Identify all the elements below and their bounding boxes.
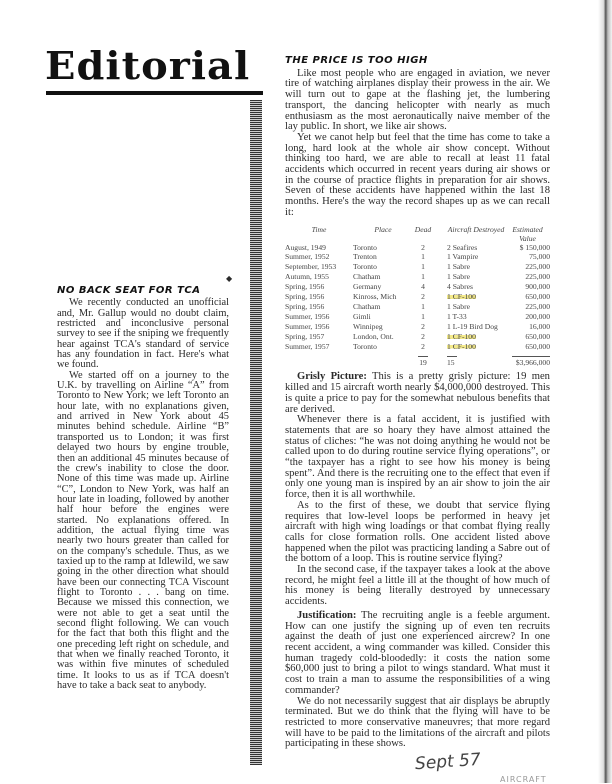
cell-dead: 2	[421, 242, 425, 252]
cell-dead: 1	[421, 262, 425, 272]
table-row	[285, 332, 550, 342]
cell-dead: 2	[421, 331, 425, 341]
total-dead: 19	[419, 357, 427, 367]
paragraph: Like most people who are engaged in aviation, we never tire of watching airplanes display their prowess in the air. We will turn out to gape at the flashing jet, the lumbering transport, the dancing helicopter with nearly as much enthusiasm as the most aeronautically naive member of the lay public. In short, we like air shows.	[285, 67, 550, 133]
cell-time: Summer, 1952	[285, 252, 330, 262]
paragraph: We started off on a journey to the U.K. by travelling on Airline “A” from Toronto to New York; we left Toronto an hour late, with no explanations given, and arrived in New York about 45 minutes behind schedule. Airline “B” transported us to London; it was first delayed two hours by engine trouble, then an additional 45 minutes because of the crew's inability to close the door. None of this time was made up. Airline “C”, London to New York, was half an hour late in loading, followed by another half hour before the engines were started. No explanations offered. In addition, the actual flying time was nearly two hours greater than called for on the company's schedule. Thus, as we taxied up to the ramp at Idlewild, we saw going in the other direction what should have been our connecting TCA Viscount flight to Toronto . . . bang on time. Because we missed this connection, we were not able to get a seat until the second flight following. We can vouch for the fact that both this flight and the one preceding left right on schedule, and that when we finally reached Toronto, it was within five minutes of scheduled time. It looks to us as if TCA doesn't have to take a back seat to anybody.	[57, 369, 229, 692]
cell-place: Winnipeg	[353, 321, 383, 331]
cell-aircraft	[433, 292, 505, 302]
paragraph: We recently conducted an unofficial and, Mr. Gallup would no doubt claim, restricted and inconclusive personal survey to see if the sniping we frequently hear against TCA's standard of service has any foundation in fact. Here's what we found.	[57, 297, 229, 371]
header-aircraft: Aircraft Destroyed	[447, 224, 505, 234]
cell-value: 650,000	[525, 341, 550, 351]
cell-time: Spring, 1957	[285, 331, 325, 341]
highlighted-aircraft: 1 CF-100	[447, 292, 476, 302]
table-row	[285, 302, 550, 312]
cell-time: September, 1953	[285, 262, 337, 272]
table-row	[285, 312, 550, 322]
masthead-rule	[46, 91, 263, 95]
cell-dead: 1	[421, 252, 425, 262]
cell-aircraft: 1 T-33	[447, 311, 467, 321]
cell-aircraft: 2 Seafires	[447, 242, 478, 252]
page-edge-shadow	[598, 0, 612, 783]
cell-aircraft: 1 Sabre	[447, 262, 470, 272]
cell-dead: 1	[421, 311, 425, 321]
header-time: Time	[311, 224, 327, 234]
cell-dead: 2	[421, 292, 425, 302]
table-row	[285, 342, 550, 352]
cell-place: London, Ont.	[353, 331, 394, 341]
cell-time: Autumn, 1955	[285, 272, 329, 282]
footer-magazine-name: AIRCRAFT	[500, 775, 547, 784]
paragraph: In the second case, if the taxpayer takes a look at the above record, he might feel a little ill at the thought of how much of his money is being literally destroyed by unnecessary accidents.	[285, 564, 550, 608]
cell-value: 225,000	[525, 301, 550, 311]
cell-aircraft: 1 Sabre	[447, 301, 470, 311]
cell-dead: 2	[421, 321, 425, 331]
table-row	[285, 292, 550, 302]
cell-time: August, 1949	[285, 242, 326, 252]
cell-aircraft	[433, 342, 505, 352]
right-article	[285, 56, 550, 750]
header-place: Place	[374, 224, 392, 234]
cell-time: Summer, 1956	[285, 311, 330, 321]
masthead-title: Editorial	[45, 43, 251, 88]
accident-table	[285, 225, 550, 368]
cell-place: Toronto	[353, 242, 377, 252]
cell-place: Toronto	[353, 262, 377, 272]
cell-aircraft: 4 Sabres	[447, 282, 473, 292]
cell-place: Germany	[353, 282, 382, 292]
cell-value: 650,000	[525, 292, 550, 302]
justification-lead: Justification:	[297, 609, 357, 621]
cell-time: Spring, 1956	[285, 282, 325, 292]
cell-place: Toronto	[353, 341, 377, 351]
grisly-text: This is a pretty grisly picture: 19 men killed and 15 aircraft worth nearly $4,000,000 destroyed. This is quite a price to pay for the somewhat nebulous benefits that are derived.	[285, 371, 550, 415]
header-value: Estimated Value	[512, 224, 543, 243]
cell-time: Summer, 1957	[285, 341, 330, 351]
cell-place: Trenton	[353, 252, 377, 262]
header-dead: Dead	[414, 224, 432, 234]
cell-dead: 1	[421, 301, 425, 311]
cell-dead: 1	[421, 272, 425, 282]
bullet-mark: ◆	[226, 274, 233, 283]
table-totals-row	[285, 358, 550, 368]
table-row	[285, 272, 550, 282]
cell-aircraft	[433, 332, 505, 342]
cell-place: Kinross, Mich	[353, 292, 397, 302]
cell-value: 16,000	[529, 321, 550, 331]
cell-aircraft: 1 Sabre	[447, 272, 470, 282]
cell-value: 225,000	[525, 272, 550, 282]
cell-aircraft: 1 Vampire	[447, 252, 479, 262]
right-article-heading: THE PRICE IS TOO HIGH	[285, 55, 428, 66]
cell-value: 225,000	[525, 262, 550, 272]
cell-value: $ 150,000	[519, 242, 550, 252]
handwritten-date-note: Sept 57	[414, 749, 482, 775]
table-row	[285, 252, 550, 262]
cell-time: Summer, 1956	[285, 321, 330, 331]
cell-value: 75,000	[529, 252, 550, 262]
paragraph: Whenever there is a fatal accident, it is justified with statements that are so hoary they have almost attained the status of cliches: “he was not doing anything he would not be called upon to do during routine service flying operations”, or “the taxpayer has a right to see how his money is being spent”. And there is the recruiting one to the effect that even if only one young man is inspired by an air show to join the air force, then it is all worthwhile.	[285, 414, 550, 501]
highlighted-aircraft: 1 CF-100	[447, 331, 476, 341]
paragraph	[285, 372, 550, 415]
column-divider-stripes	[250, 100, 262, 765]
cell-time: Spring, 1956	[285, 301, 325, 311]
paragraph: As to the first of these, we doubt that service flying requires that low-level loops be performed in heavy jet aircraft with high wing loadings or that combat flying really calls for close formation rolls. One accident listed above happened when the pilot was practicing landing a Sabre out of the bottom of a loop. This is routine service flying?	[285, 499, 550, 565]
paragraph: Yet we canot help but feel that the time has come to take a long, hard look at the whole air show concept. Without thinking too hard, we are able to recall at least 11 fatal accidents which occurred in recent years during air shows or in the course of practice flights in preparation for air shows. Seven of these accidents have happened within the last 18 months. Here's the way the record shapes up as we can recall it:	[285, 131, 550, 218]
grisly-lead: Grisly Picture:	[297, 371, 367, 383]
cell-value: 200,000	[525, 311, 550, 321]
table-row	[285, 243, 550, 253]
left-article	[57, 286, 229, 691]
cell-place: Chatham	[353, 272, 381, 282]
table-row	[285, 282, 550, 292]
cell-value: 900,000	[525, 282, 550, 292]
cell-time: Spring, 1956	[285, 292, 325, 302]
cell-place: Chatham	[353, 301, 381, 311]
cell-dead: 2	[421, 341, 425, 351]
table-row	[285, 262, 550, 272]
left-article-heading: NO BACK SEAT FOR TCA	[57, 285, 201, 296]
table-header	[285, 225, 550, 243]
cell-aircraft: 1 L-19 Bird Dog	[447, 321, 498, 331]
cell-place: Gimli	[353, 311, 371, 321]
total-aircraft: 15	[447, 357, 455, 367]
paragraph	[285, 611, 550, 697]
highlighted-aircraft: 1 CF-100	[447, 341, 476, 351]
cell-value: 650,000	[525, 331, 550, 341]
total-value: $3,966,000	[515, 357, 550, 367]
cell-dead: 4	[421, 282, 425, 292]
paragraph: We do not necessarily suggest that air displays be abruptly terminated. But we do think that the flying will have to be restricted to more conservative maneuvres; that more regard will have to be paid to the limitations of the aircraft and pilots participating in these shows.	[285, 695, 550, 750]
table-row	[285, 322, 550, 332]
justification-text: The recruiting angle is a feeble argument. How can one justify the signing up of even ten recruits against the death of just one experienced aircrew? In one recent accident, a wing commander was killed. Consider this human tragedy cold-bloodedly: it costs the nation some $60,000 just to bring a pilot to wings standard. What must it cost to train a man to assume the responsibilities of a wing commander?	[285, 609, 550, 696]
